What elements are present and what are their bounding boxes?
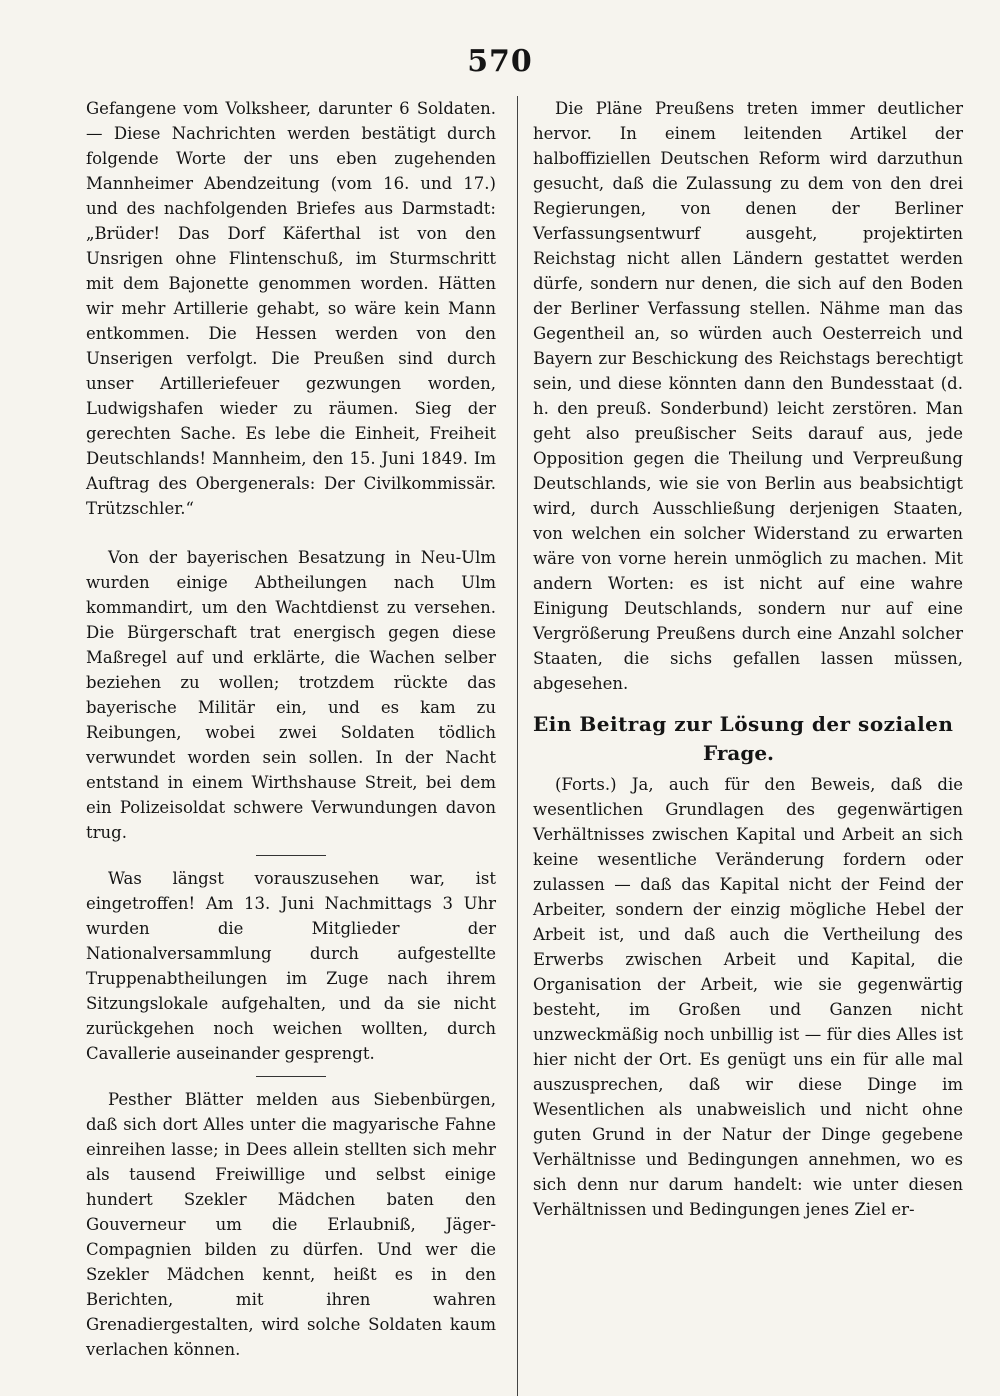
left-column: [86, 96, 496, 1362]
article-headline-tail: Frage.: [703, 741, 775, 765]
column-rule: [517, 96, 518, 1396]
right-column: [533, 96, 963, 1222]
page-number: 570: [467, 44, 533, 79]
section-divider: [256, 1076, 326, 1077]
news-paragraph-neu-ulm: Von der bayerischen Besatzung in Neu-Ulm wurden einige Abtheilungen nach Ulm kommandirt, um den Wachtdienst zu versehen. Die Bürgerschaft trat energisch gegen diese Maßregel auf und erklärte, die Wachen selber beziehen zu wollen; trotzdem rückte das bayerische Militär ein, und es kam zu Reibungen, wobei zwei Soldaten tödlich verwundet worden sein sollen. In der Nacht entstand in einem Wirthshause Streit, bei dem ein Polizeisoldat schwere Verwundungen davon trug.: [86, 548, 496, 842]
section-divider: [256, 855, 326, 856]
news-paragraph-nationalversammlung: Was längst vorauszusehen war, ist eingetroffen! Am 13. Juni Nachmittags 3 Uhr wurden die Mitglieder der Nationalversammlung durch aufgestellte Truppenabtheilungen im Zuge nach ihrem Sitzungslokale aufgehalten, und da sie nicht zurückgehen noch weichen wollten, durch Cavallerie auseinander gesprengt.: [86, 869, 496, 1063]
news-paragraph-siebenbuergen: Pesther Blätter melden aus Siebenbürgen, daß sich dort Alles unter die magyarische Fahne einreihen lasse; in Dees allein stellten sich mehr als tausend Freiwillige und selbst einige hundert Szekler Mädchen baten den Gouverneur um die Erlaubniß, Jäger-Compagnien bilden zu dürfen. Und wer die Szekler Mädchen kennt, heißt es in den Berichten, mit ihren wahren Grenadiergestalten, wird solche Soldaten kaum verlachen können.: [86, 1090, 496, 1359]
article-headline: Ein Beitrag zur Lösung der sozialen: [533, 712, 954, 736]
news-paragraph-mannheim: Gefangene vom Volksheer, darunter 6 Soldaten. — Diese Nachrichten werden bestätigt durch folgende Worte der uns eben zugehenden Mannheimer Abendzeitung (vom 16. und 17.) und des nachfolgenden Briefes aus Darmstadt: „Brüder! Das Dorf Käferthal ist von den Unsrigen ohne Flintenschuß, im Sturmschritt mit dem Bajonette genommen worden. Hätten wir mehr Artillerie gehabt, so wäre kein Mann entkommen. Die Hessen werden von den Unserigen verfolgt. Die Preußen sind durch unser Artilleriefeuer gezwungen worden, Ludwigshafen wieder zu räumen. Sieg der gerechten Sache. Es lebe die Einheit, Freiheit Deutschlands! Mannheim, den 15. Juni 1849. Im Auftrag des Obergenerals: Der Civilkommissär. Trützschler.“: [86, 99, 496, 518]
news-paragraph-preussen: Die Pläne Preußens treten immer deutlicher hervor. In einem leitenden Artikel der halboffiziellen Deutschen Reform wird darzuthun gesucht, daß die Zulassung zu dem von den drei Regierungen, von denen der Berliner Verfassungsentwurf ausgeht, projektirten Reichstag nicht allen Ländern gestattet werden dürfe, sondern nur denen, die sich auf den Boden der Berliner Verfassung stellen. Nähme man das Gegentheil an, so würden auch Oesterreich und Bayern zur Beschickung des Reichstags berechtigt sein, und diese könnten dann den Bundesstaat (d. h. den preuß. Sonderbund) leicht zerstören. Man geht also preußischer Seits darauf aus, jede Opposition gegen die Theilung und Verpreußung Deutschlands, wie sie von Berlin aus beabsichtigt wird, durch Ausschließung derjenigen Staaten, von welchen ein solcher Widerstand zu erwarten wäre von vorne herein unmöglich zu machen. Mit andern Worten: es ist nicht auf eine wahre Einigung Deutschlands, sondern nur auf eine Vergrößerung Preußens durch eine Anzahl solcher Staaten, die sichs gefallen lassen müssen, abgesehen.: [533, 99, 963, 693]
article-paragraph: (Forts.) Ja, auch für den Beweis, daß die wesentlichen Grundlagen des gegenwärtigen Verhältnisses zwischen Kapital und Arbeit an sich keine wesentliche Veränderung fordern oder zulassen — daß das Kapital nicht der Feind der Arbeiter, sondern der einzig mögliche Hebel der Arbeit ist, und daß auch die Vertheilung des Erwerbs zwischen Arbeit und Kapital, die Organisation der Arbeit, wie sie gegenwärtig besteht, im Großen und Ganzen nicht unzweckmäßig noch unbillig ist — für dies Alles ist hier nicht der Ort. Es genügt uns ein für alle mal auszusprechen, daß wir diese Dinge im Wesentlichen als unabweislich und nicht ohne guten Grund in der Natur der Dinge gegebene Verhältnisse und Bedingungen annehmen, wo es sich denn nur darum handelt: wie unter diesen Verhältnissen und Bedingungen jenes Ziel er-: [533, 775, 963, 1219]
paragraph-gap: [86, 521, 496, 545]
